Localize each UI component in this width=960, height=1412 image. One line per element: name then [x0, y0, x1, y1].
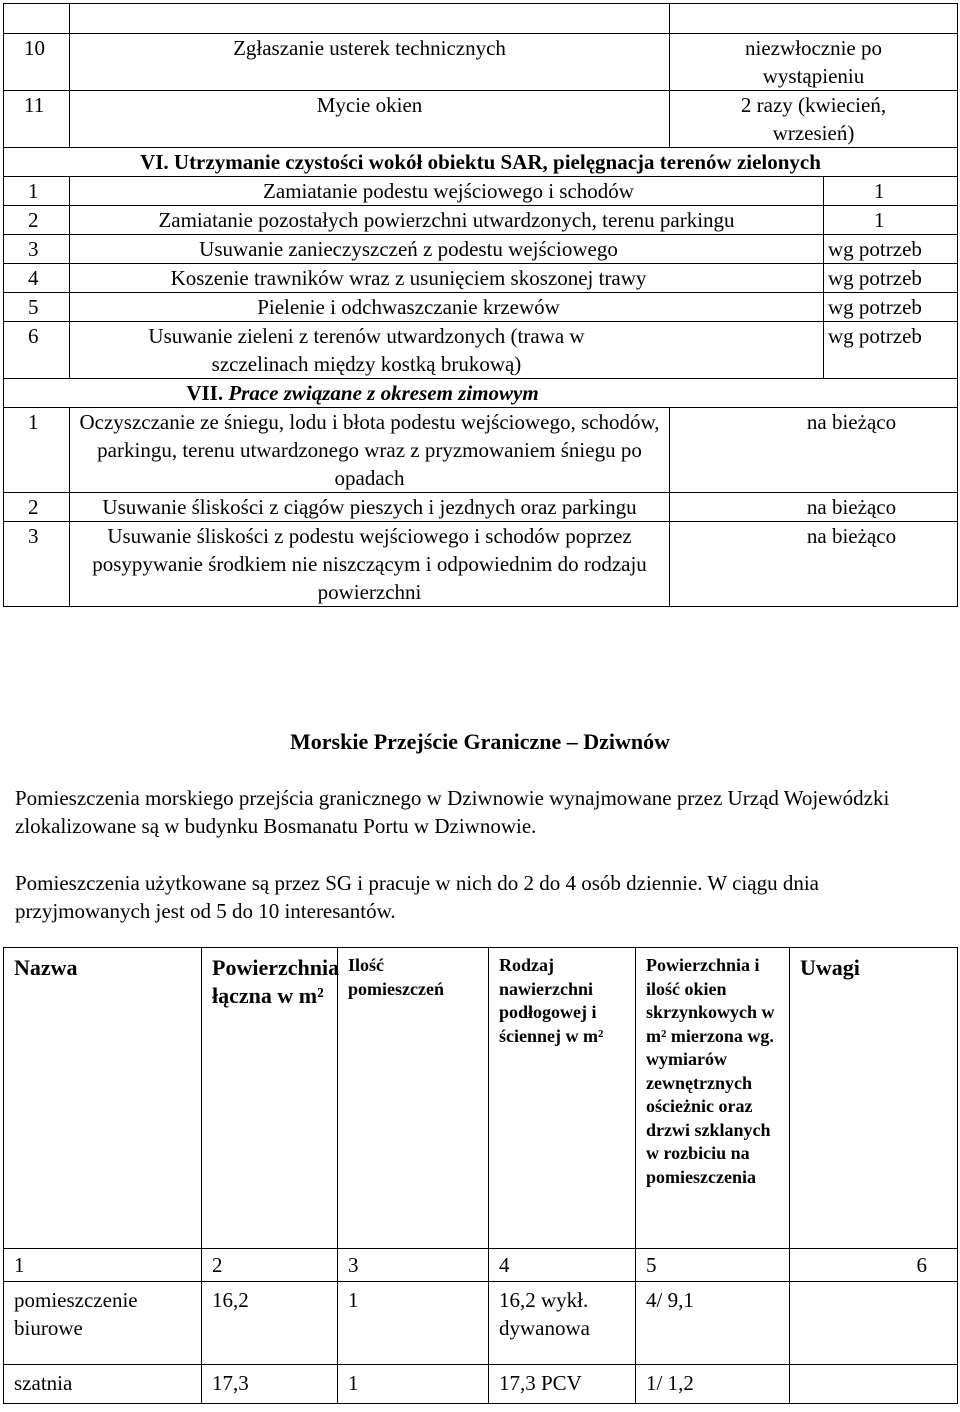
table-header-row — [4, 948, 958, 1249]
task-frequency: 2 razy (kwiecień, wrzesień) — [670, 91, 958, 148]
row-number: 2 — [4, 206, 70, 235]
section-number: VII. — [186, 381, 224, 405]
task-description: Pielenie i odchwaszczanie krzewów — [70, 293, 824, 322]
task-frequency: na bieżąco — [670, 408, 958, 493]
cleaning-schedule-table — [3, 3, 958, 607]
task-description: Usuwanie śliskości z ciągów pieszych i jezdnych oraz parkingu — [70, 493, 670, 522]
table-row — [4, 4, 958, 34]
task-frequency: 1 — [824, 206, 958, 235]
task-frequency: na bieżąco — [670, 493, 958, 522]
task-frequency: wg potrzeb — [824, 264, 958, 293]
column-number: 2 — [202, 1249, 338, 1282]
column-header: Rodzaj nawierzchni podłogowej i ściennej w m² — [489, 948, 636, 1249]
table-row — [4, 34, 958, 91]
column-header: Ilość pomieszczeń — [338, 948, 489, 1249]
paragraph: Pomieszczenia morskiego przejścia granicznego w Dziwnowie wynajmowane przez Urząd Wojewódzki zlokalizowane są w budynku Bosmanatu Portu w Dziwnowie. — [15, 786, 890, 838]
table-row — [4, 1282, 958, 1365]
row-number: 11 — [4, 91, 70, 148]
row-number: 10 — [4, 34, 70, 91]
task-description: Koszenie trawników wraz z usunięciem skoszonej trawy — [70, 264, 824, 293]
table-row — [4, 91, 958, 148]
table-row — [4, 235, 958, 264]
table-row — [4, 322, 958, 379]
room-count: 1 — [338, 1282, 489, 1365]
column-header: Powierzchnia łączna w m² — [202, 948, 338, 1249]
table-row — [4, 293, 958, 322]
floor-type: 16,2 wykł. dywanowa — [489, 1282, 636, 1365]
task-description: Oczyszczanie ze śniegu, lodu i błota podestu wejściowego, schodów, parkingu, terenu utwardzonego wraz z pryzmowaniem śniegu po opadach — [70, 408, 670, 493]
task-frequency: wg potrzeb — [824, 322, 958, 379]
paragraph: Pomieszczenia użytkowane są przez SG i pracuje w nich do 2 do 4 osób dziennie. W ciągu dnia przyjmowanych jest od 5 do 10 interesantów. — [15, 871, 819, 923]
row-number: 4 — [4, 264, 70, 293]
remarks — [790, 1282, 958, 1365]
column-number: 1 — [4, 1249, 202, 1282]
task-description: Zgłaszanie usterek technicznych — [70, 34, 670, 91]
section-heading: VI. Utrzymanie czystości wokół obiektu SAR, pielęgnacja terenów zielonych — [4, 148, 958, 177]
windows: 4/ 9,1 — [636, 1282, 790, 1365]
task-frequency: wg potrzeb — [824, 293, 958, 322]
rooms-table — [3, 947, 958, 1404]
row-number: 5 — [4, 293, 70, 322]
room-name: szatnia — [4, 1365, 202, 1404]
table-row — [4, 264, 958, 293]
task-description: Usuwanie zanieczyszczeń z podestu wejściowego — [70, 235, 824, 264]
windows: 1/ 1,2 — [636, 1365, 790, 1404]
table-row — [4, 493, 958, 522]
table-row — [4, 148, 958, 177]
row-number: 1 — [4, 408, 70, 493]
table-row — [4, 1365, 958, 1404]
task-frequency: na bieżąco — [670, 522, 958, 607]
column-number: 6 — [790, 1249, 958, 1282]
task-description: Zamiatanie podestu wejściowego i schodów — [70, 177, 824, 206]
task-frequency: 1 — [824, 177, 958, 206]
table-row — [4, 379, 958, 408]
room-count: 1 — [338, 1365, 489, 1404]
room-name: pomieszczenie biurowe — [4, 1282, 202, 1365]
section-title: Prace związane z okresem zimowym — [228, 381, 539, 405]
table-row — [4, 206, 958, 235]
room-area: 17,3 — [202, 1365, 338, 1404]
column-number: 4 — [489, 1249, 636, 1282]
task-frequency: wg potrzeb — [824, 235, 958, 264]
column-header: Uwagi — [790, 948, 958, 1249]
task-description: Zamiatanie pozostałych powierzchni utwardzonych, terenu parkingu — [70, 206, 824, 235]
task-description: Usuwanie zieleni z terenów utwardzonych (trawa w szczelinach między kostką brukową) — [70, 322, 824, 379]
section-heading-dziwnow: Morskie Przejście Graniczne – Dziwnów — [290, 729, 670, 754]
row-number: 3 — [4, 235, 70, 264]
table-row — [4, 408, 958, 493]
floor-type: 17,3 PCV — [489, 1365, 636, 1404]
column-number: 3 — [338, 1249, 489, 1282]
task-description: Usuwanie śliskości z podestu wejściowego i schodów poprzez posypywanie środkiem nie niszczącym i odpowiednim do rodzaju powierzchni — [70, 522, 670, 607]
row-number: 2 — [4, 493, 70, 522]
column-header: Nazwa — [4, 948, 202, 1249]
section-heading — [4, 379, 958, 408]
table-row — [4, 177, 958, 206]
room-area: 16,2 — [202, 1282, 338, 1365]
column-number: 5 — [636, 1249, 790, 1282]
column-number-row — [4, 1249, 958, 1282]
row-number: 1 — [4, 177, 70, 206]
task-description: Mycie okien — [70, 91, 670, 148]
row-number: 3 — [4, 522, 70, 607]
remarks — [790, 1365, 958, 1404]
task-frequency: niezwłocznie po wystąpieniu — [670, 34, 958, 91]
table-row — [4, 522, 958, 607]
row-number: 6 — [4, 322, 70, 379]
column-header: Powierzchnia i ilość okien skrzynkowych w m² mierzona wg. wymiarów zewnętrznych ościeżnic oraz drzwi szklanych w rozbiciu na pomieszczenia — [636, 948, 790, 1249]
